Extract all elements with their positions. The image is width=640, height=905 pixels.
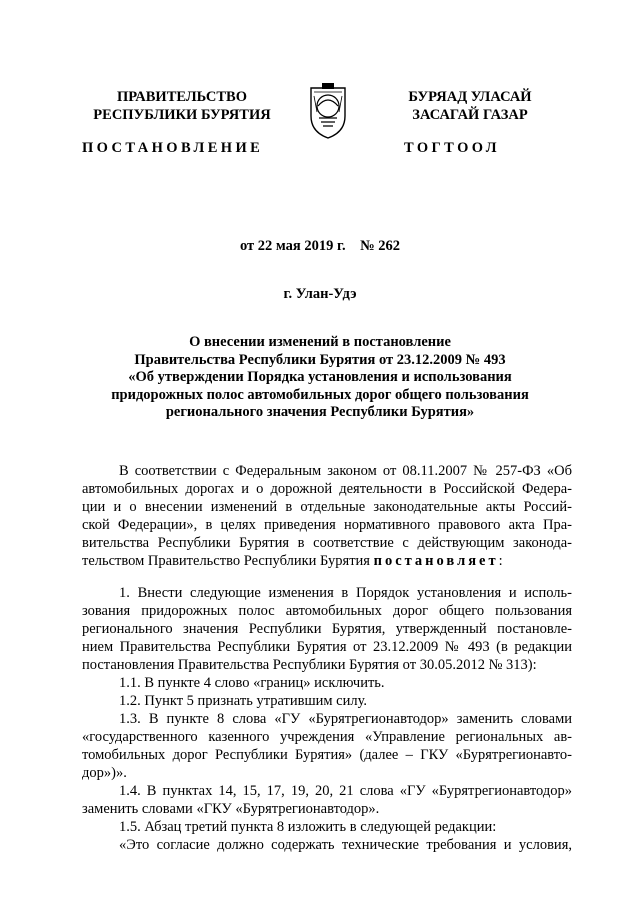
text-line: 1.1. В пункте 4 слово «границ» исключить. xyxy=(119,675,385,691)
preamble-last-text: тельством Правительство Республики Бурятия xyxy=(82,553,374,569)
text-line: нием Правительства Республики Бурятия от 23.12.2009 № 493 (в редакции xyxy=(82,639,572,655)
item-1-3-paragraph xyxy=(82,710,572,782)
title-line: придорожных полос автомобильных дорог общего пользования xyxy=(111,386,529,403)
text-line xyxy=(82,552,572,570)
text-line: 1.4. В пунктах 14, 15, 17, 19, 20, 21 слова «ГУ «Бурятрегионавтодор» xyxy=(119,783,572,799)
text-line: 1.2. Пункт 5 признать утратившим силу. xyxy=(119,693,368,709)
text-line: томобильных дорог Республики Бурятия» (далее – ГКУ «Бурятрегионавто- xyxy=(82,747,572,763)
preamble-colon: : xyxy=(498,553,503,569)
item-1-2-paragraph xyxy=(82,692,572,710)
doc-type-left: ПОСТАНОВЛЕНИЕ xyxy=(82,140,264,156)
header-left-line2: РЕСПУБЛИКИ БУРЯТИЯ xyxy=(93,107,271,123)
header-right-line2: ЗАСАГАЙ ГАЗАР xyxy=(412,107,528,123)
text-line: дор»)». xyxy=(82,765,127,781)
date-number-line xyxy=(0,238,640,255)
header-left xyxy=(82,88,282,124)
item-1-paragraph xyxy=(82,584,572,674)
text-line: «государственного казенного учреждения «Управление региональных ав- xyxy=(82,729,572,745)
item-1-1-paragraph xyxy=(82,674,572,692)
text-line: заменить словами «ГКУ «Бурятрегионавтодор». xyxy=(82,801,380,817)
header-left-line1: ПРАВИТЕЛЬСТВО xyxy=(117,89,247,105)
text-line: 1. Внести следующие изменения в Порядок установления и исполь- xyxy=(119,585,572,601)
quote-paragraph xyxy=(82,836,572,854)
text-line: В соответствии с Федеральным законом от 08.11.2007 № 257-ФЗ «Об xyxy=(119,463,572,479)
header-right xyxy=(390,88,550,124)
text-line: зования придорожных полос автомобильных дорог общего пользования xyxy=(82,603,572,619)
text-line: ции и о внесении изменений в отдельные законодательные акты Россий- xyxy=(82,499,572,515)
document-title xyxy=(70,334,570,422)
text-line: ской Федерации», в целях приведения нормативного правового акта Пра- xyxy=(82,517,572,533)
header-right-line1: БУРЯАД УЛАСАЙ xyxy=(408,89,532,105)
text-line: постановления Правительства Республики Бурятия от 30.05.2012 № 313): xyxy=(82,657,537,673)
text-line: регионального значения Республики Бурятия, утвержденный постановле- xyxy=(82,621,572,637)
preamble-paragraph xyxy=(82,462,572,570)
text-line: автомобильных дорогах и о дорожной деятельности в Российской Федера- xyxy=(82,481,572,497)
item-1-4-paragraph xyxy=(82,782,572,818)
document-date: от 22 мая 2019 г. xyxy=(239,238,346,254)
document-number: № 262 xyxy=(360,238,401,254)
item-1-5-paragraph xyxy=(82,818,572,836)
title-line: «Об утверждении Порядка установления и использования xyxy=(128,369,512,386)
text-line: 1.3. В пункте 8 слова «ГУ «Бурятрегионавтодор» заменить словами xyxy=(119,711,572,727)
title-line: О внесении изменений в постановление xyxy=(189,334,451,350)
document-city: г. Улан-Удэ xyxy=(283,286,357,302)
coat-of-arms-icon xyxy=(305,82,351,140)
title-line: Правительства Республики Бурятия от 23.12.2009 № 493 xyxy=(134,351,506,368)
title-line: регионального значения Республики Бурятия» xyxy=(165,404,475,421)
doc-type-right: ТОГТООЛ xyxy=(404,140,500,156)
text-line: вительства Республики Бурятия в соответствие с действующим законода- xyxy=(82,535,572,551)
decree-word: постановляет xyxy=(373,553,499,569)
text-line: 1.5. Абзац третий пункта 8 изложить в следующей редакции: xyxy=(119,819,497,835)
text-line: «Это согласие должно содержать технические требования и условия, xyxy=(119,837,572,853)
